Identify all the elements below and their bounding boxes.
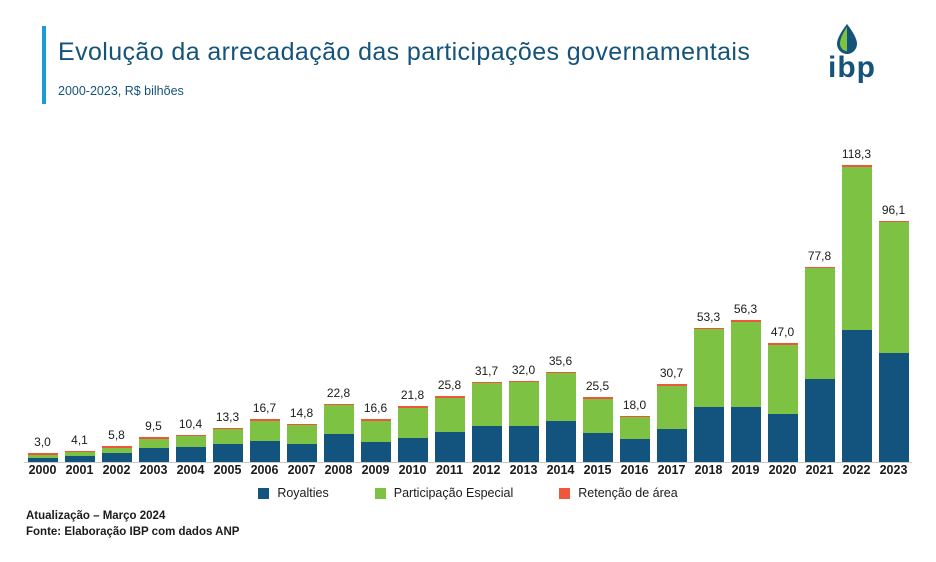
- bar-group: [283, 126, 320, 462]
- x-tick-label: 2008: [324, 463, 353, 477]
- chart-footer: [26, 508, 239, 540]
- bar-group: [653, 126, 690, 462]
- bar-stack[interactable]: [287, 424, 317, 462]
- legend-item[interactable]: [375, 486, 514, 500]
- bar-segment: [657, 429, 687, 462]
- bar-group: [24, 126, 61, 462]
- bar-stack[interactable]: [768, 343, 798, 462]
- legend-item[interactable]: [559, 486, 677, 500]
- bar-stack[interactable]: [509, 381, 539, 462]
- bar-group: [616, 126, 653, 462]
- footer-update-line: Atualização – Março 2024: [26, 510, 166, 522]
- x-tick-label: 2004: [176, 463, 205, 477]
- ibp-logo: [806, 24, 892, 86]
- bar-segment: [842, 330, 872, 462]
- logo-wordmark: ibp: [828, 51, 876, 84]
- bar-segment: [768, 414, 798, 462]
- bar-segment: [805, 379, 835, 462]
- bar-group: [579, 126, 616, 462]
- bar-stack[interactable]: [435, 396, 465, 462]
- bar-group: [838, 126, 875, 462]
- bar-group: [209, 126, 246, 462]
- bar-value-label: 16,7: [252, 401, 277, 416]
- bar-segment: [139, 439, 169, 449]
- bar-value-label: 77,8: [807, 248, 832, 263]
- bar-value-label: 30,7: [659, 366, 684, 381]
- bar-group: [320, 126, 357, 462]
- legend-swatch: [559, 488, 570, 499]
- bar-segment: [472, 426, 502, 462]
- bar-value-label: 53,3: [696, 309, 721, 324]
- bar-segment: [435, 398, 465, 432]
- bar-segment: [805, 268, 835, 379]
- legend-item[interactable]: [258, 486, 328, 500]
- bar-segment: [361, 421, 391, 442]
- bar-segment: [213, 429, 243, 444]
- page-title: Evolução da arrecadação das participações governamentais: [58, 38, 751, 66]
- bar-stack[interactable]: [657, 384, 687, 462]
- bar-segment: [324, 434, 354, 462]
- bar-stack[interactable]: [583, 397, 613, 462]
- bar-value-label: 9,5: [145, 419, 162, 434]
- bar-value-label: 21,8: [400, 388, 425, 403]
- bar-value-label: 5,8: [108, 428, 125, 443]
- bar-stack[interactable]: [472, 382, 502, 462]
- bar-segment: [139, 448, 169, 462]
- bar-series-container: [24, 126, 912, 462]
- x-tick-label: 2015: [583, 463, 612, 477]
- chart-legend: [0, 486, 936, 500]
- bar-stack[interactable]: [398, 406, 428, 462]
- bar-segment: [176, 447, 206, 462]
- x-tick-label: 2003: [139, 463, 168, 477]
- bar-value-label: 118,3: [841, 147, 872, 162]
- bar-segment: [250, 421, 280, 442]
- bar-segment: [287, 444, 317, 462]
- bar-segment: [472, 383, 502, 426]
- bar-segment: [583, 433, 613, 462]
- bar-segment: [842, 167, 872, 330]
- bar-value-label: 14,8: [289, 405, 314, 420]
- bar-segment: [176, 436, 206, 447]
- chart-header: [0, 0, 936, 118]
- x-tick-label: 2019: [731, 463, 760, 477]
- bar-stack[interactable]: [65, 451, 95, 462]
- bar-stack[interactable]: [546, 372, 576, 462]
- drop-icon: [836, 24, 858, 54]
- x-tick-label: 2010: [398, 463, 427, 477]
- bar-stack[interactable]: [805, 267, 835, 462]
- x-tick-label: 2002: [102, 463, 131, 477]
- bar-value-label: 31,7: [474, 363, 499, 378]
- legend-swatch: [375, 488, 386, 499]
- bar-segment: [546, 373, 576, 421]
- bar-stack[interactable]: [694, 328, 724, 462]
- x-tick-label: 2009: [361, 463, 390, 477]
- bar-value-label: 13,3: [215, 409, 240, 424]
- bar-group: [172, 126, 209, 462]
- bar-stack[interactable]: [731, 320, 761, 462]
- legend-label: Retenção de área: [578, 486, 678, 500]
- bar-segment: [361, 442, 391, 462]
- bar-segment: [731, 322, 761, 407]
- x-tick-label: 2018: [694, 463, 723, 477]
- bar-segment: [102, 453, 132, 462]
- bar-group: [61, 126, 98, 462]
- legend-label: Participação Especial: [393, 486, 514, 500]
- bar-value-label: 56,3: [733, 302, 758, 317]
- bar-segment: [509, 426, 539, 462]
- legend-swatch: [258, 488, 269, 499]
- x-tick-label: 2007: [287, 463, 316, 477]
- bar-group: [727, 126, 764, 462]
- bar-segment: [694, 329, 724, 407]
- bar-stack[interactable]: [361, 419, 391, 462]
- chart-plot-area: [24, 126, 912, 462]
- bar-segment: [213, 444, 243, 462]
- bar-segment: [509, 382, 539, 425]
- x-tick-label: 2006: [250, 463, 279, 477]
- bar-stack[interactable]: [250, 419, 280, 462]
- bar-value-label: 35,6: [548, 353, 573, 368]
- bar-group: [135, 126, 172, 462]
- bar-group: [246, 126, 283, 462]
- bar-value-label: 10,4: [178, 416, 203, 431]
- bar-group: [505, 126, 542, 462]
- bar-stack[interactable]: [28, 453, 58, 462]
- x-tick-label: 2012: [472, 463, 501, 477]
- x-tick-label: 2021: [805, 463, 834, 477]
- bar-group: [468, 126, 505, 462]
- bar-segment: [879, 353, 909, 462]
- bar-segment: [620, 439, 650, 462]
- bar-group: [690, 126, 727, 462]
- bar-stack[interactable]: [176, 435, 206, 462]
- x-tick-label: 2016: [620, 463, 649, 477]
- x-tick-label: 2023: [879, 463, 908, 477]
- bar-group: [764, 126, 801, 462]
- bar-group: [801, 126, 838, 462]
- bar-segment: [546, 421, 576, 462]
- bar-segment: [879, 222, 909, 353]
- legend-label: Royalties: [277, 486, 329, 500]
- x-tick-label: 2001: [65, 463, 94, 477]
- bar-segment: [435, 432, 465, 462]
- header-accent-rule: [42, 26, 46, 104]
- bar-stack[interactable]: [139, 437, 169, 462]
- bar-value-label: 32,0: [511, 362, 536, 377]
- bar-segment: [287, 425, 317, 443]
- bar-segment: [398, 438, 428, 462]
- bar-stack[interactable]: [324, 404, 354, 462]
- x-axis-tick-labels: [24, 463, 912, 483]
- bar-value-label: 16,6: [363, 401, 388, 416]
- bar-value-label: 4,1: [71, 432, 88, 447]
- x-tick-label: 2022: [842, 463, 871, 477]
- bar-segment: [694, 407, 724, 462]
- x-tick-label: 2017: [657, 463, 686, 477]
- bar-value-label: 25,5: [585, 379, 610, 394]
- bar-group: [394, 126, 431, 462]
- x-tick-label: 2014: [546, 463, 575, 477]
- footer-source-line: Fonte: Elaboração IBP com dados ANP: [26, 526, 240, 538]
- bar-value-label: 96,1: [881, 202, 906, 217]
- bar-stack[interactable]: [213, 428, 243, 462]
- page-subtitle: 2000-2023, R$ bilhões: [58, 84, 184, 98]
- bar-segment: [768, 345, 798, 414]
- bar-stack[interactable]: [102, 446, 132, 462]
- x-tick-label: 2000: [28, 463, 57, 477]
- bar-group: [357, 126, 394, 462]
- x-tick-label: 2013: [509, 463, 538, 477]
- bar-value-label: 25,8: [437, 378, 462, 393]
- bar-stack[interactable]: [620, 416, 650, 462]
- bar-segment: [657, 386, 687, 429]
- bar-stack[interactable]: [879, 221, 909, 462]
- bar-value-label: 47,0: [770, 325, 795, 340]
- bar-segment: [731, 407, 761, 462]
- bar-segment: [620, 417, 650, 438]
- bar-group: [875, 126, 912, 462]
- bar-value-label: 18,0: [622, 397, 647, 412]
- bar-value-label: 3,0: [34, 435, 51, 450]
- bar-value-label: 22,8: [326, 385, 351, 400]
- bar-segment: [398, 408, 428, 438]
- bar-group: [431, 126, 468, 462]
- x-tick-label: 2011: [435, 463, 464, 477]
- bar-segment: [250, 441, 280, 462]
- x-tick-label: 2005: [213, 463, 242, 477]
- bar-group: [98, 126, 135, 462]
- bar-group: [542, 126, 579, 462]
- bar-stack[interactable]: [842, 165, 872, 462]
- bar-segment: [324, 405, 354, 433]
- x-tick-label: 2020: [768, 463, 797, 477]
- bar-segment: [583, 399, 613, 433]
